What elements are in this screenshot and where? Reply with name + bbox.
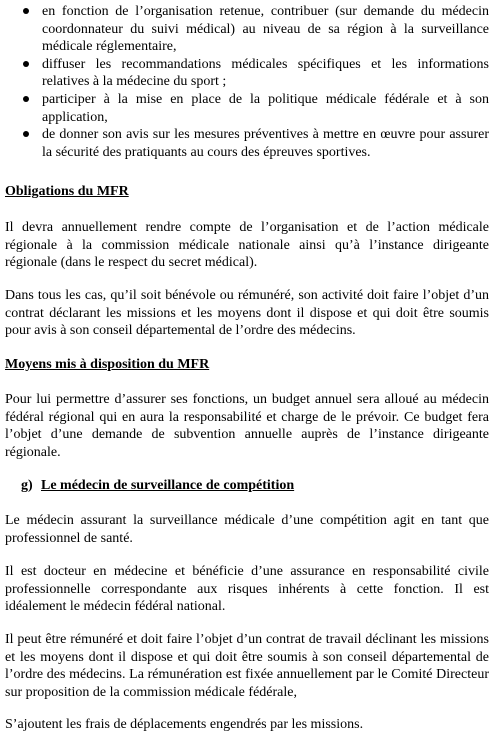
section-g-heading — [21, 477, 491, 495]
section-g-paragraph-4: S’ajoutent les frais de déplacements engendrés par les missions. — [5, 717, 364, 732]
section-g-paragraph-3: Il peut être rémunéré et doit faire l’objet d’un contrat de travail déclinant les missions et les moyens dont il dispose et qui doit être soumis à son conseil départemental de l’ordre des médecins. La rémunération est fixée annuellement par le Comité Directeur sur proposition de la commission médicale fédérale, — [5, 632, 489, 700]
bullet-icon — [23, 96, 29, 102]
section-g-paragraph-1: Le médecin assurant la surveillance médicale d’une compétition agit en tant que professionnel de santé. — [5, 513, 489, 546]
section-title: Le médecin de surveillance de compétition — [41, 478, 295, 493]
bullet-icon — [23, 8, 29, 14]
list-item — [0, 91, 489, 126]
list-item-text: de donner son avis sur les mesures préventives à mettre en œuvre pour assurer la sécurité des pratiquants au cours des épreuves sportives. — [42, 127, 489, 160]
list-item — [0, 126, 489, 161]
list-item-text: diffuser les recommandations médicales spécifiques et les informations relatives à la médecine du sport ; — [42, 56, 489, 90]
list-item — [0, 3, 489, 56]
list-item-text: participer à la mise en place de la politique médicale fédérale et à son application, — [42, 91, 489, 125]
obligations-heading: Obligations du MFR — [5, 184, 129, 199]
list-item-text: en fonction de l’organisation retenue, contribuer (sur demande du médecin coordonnateur du suivi médical) au niveau de sa région à la surveillance médicale réglementaire, — [42, 4, 489, 55]
list-item — [0, 56, 489, 91]
bullet-icon — [23, 61, 29, 67]
bullet-list — [0, 3, 489, 161]
obligations-paragraph-2: Dans tous les cas, qu’il soit bénévole ou rémunéré, son activité doit faire l’objet d’un contrat déclarant les missions et les moyens dont il dispose et qui doit être soumis pour avis à son conseil départemental de l’ordre des médecins. — [5, 288, 489, 339]
obligations-paragraph-1: Il devra annuellement rendre compte de l’organisation et de l’action médicale régionale à la commission médicale nationale ainsi qu’à l’instance dirigeante régionale (dans le respect du secret médical). — [5, 220, 489, 271]
section-letter: g) — [21, 478, 33, 493]
section-g-paragraph-2: Il est docteur en médecine et bénéficie d’une assurance en responsabilité civile professionnelle correspondante aux risques inhérents à cette fonction. Il est idéalement le médecin fédéral national. — [5, 564, 489, 615]
bullet-icon — [23, 131, 29, 137]
moyens-paragraph-1: Pour lui permettre d’assurer ses fonctions, un budget annuel sera alloué au médecin fédéral régional qui en aura la responsabilité et charge de le prévoir. Ce budget fera l’objet d’une demande de subvention annuelle auprès de l’instance dirigeante régionale. — [5, 392, 489, 460]
moyens-heading: Moyens mis à disposition du MFR — [5, 357, 210, 372]
